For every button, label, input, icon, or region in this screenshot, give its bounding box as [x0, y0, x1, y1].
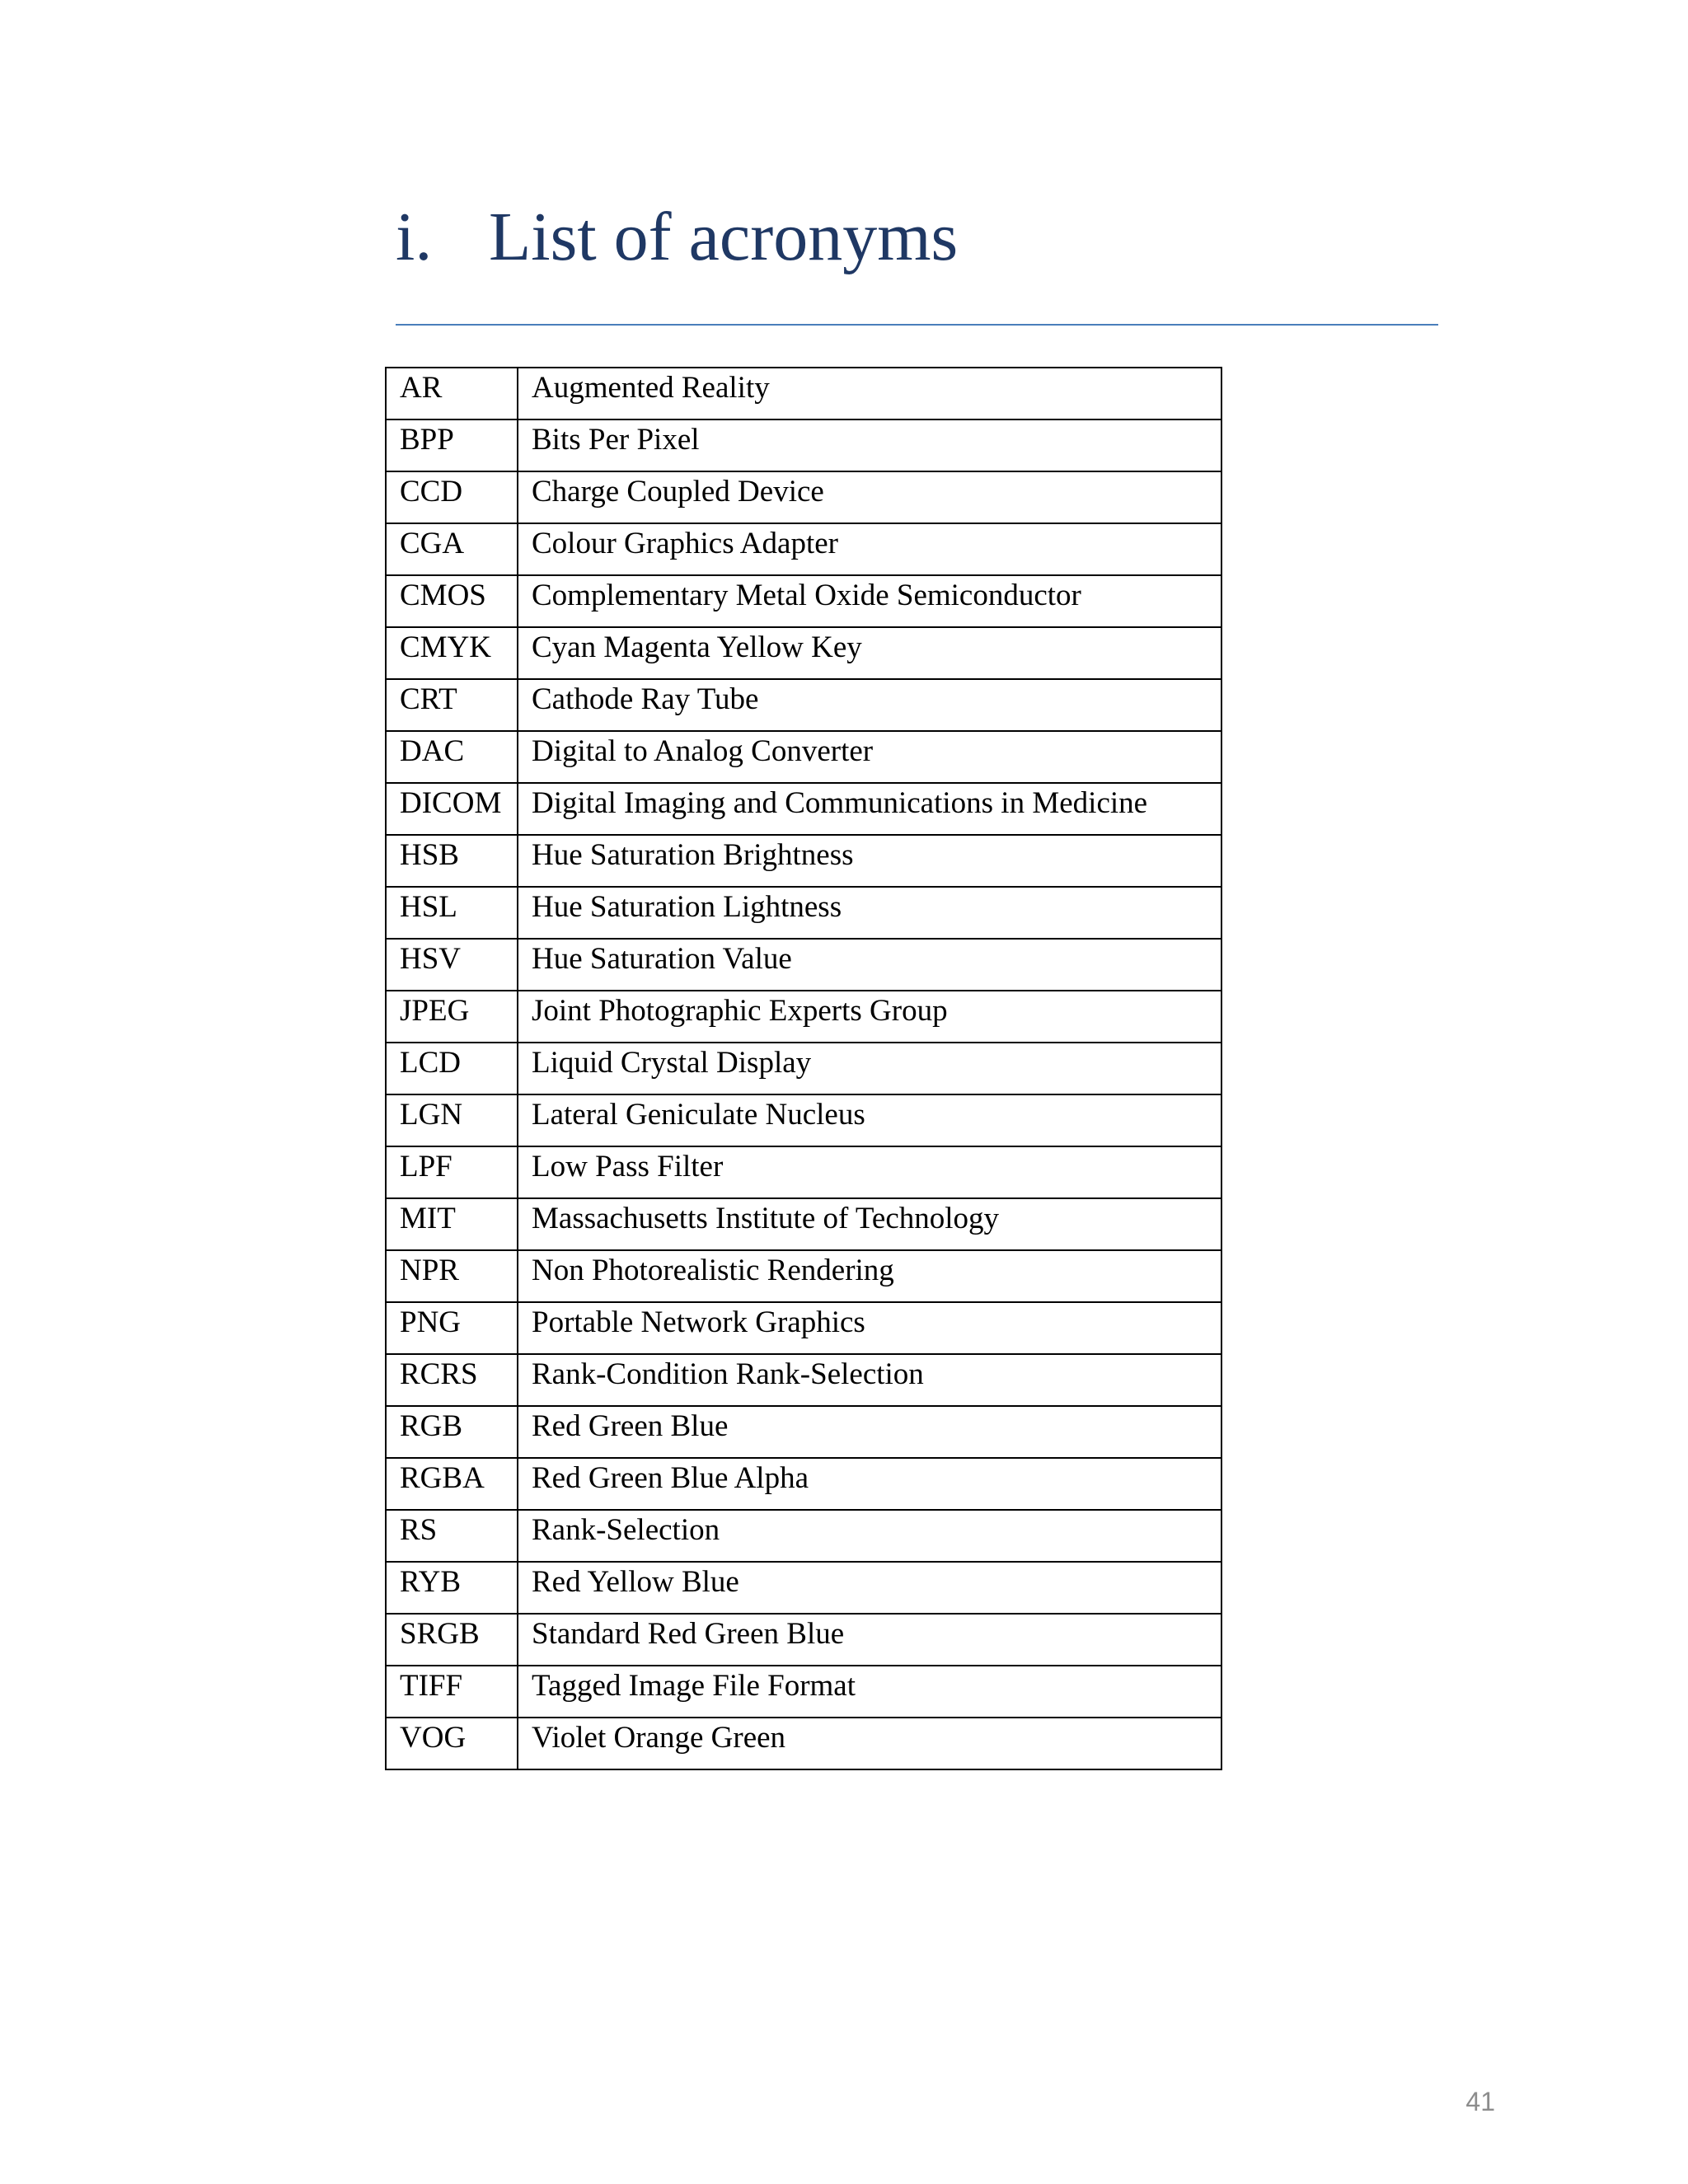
acronym-cell: CRT: [386, 679, 518, 731]
acronym-cell: DAC: [386, 731, 518, 783]
meaning-cell: Liquid Crystal Display: [518, 1043, 1221, 1094]
meaning-cell: Augmented Reality: [518, 368, 1221, 419]
acronym-cell: RCRS: [386, 1354, 518, 1406]
meaning-cell: Hue Saturation Brightness: [518, 835, 1221, 887]
meaning-cell: Massachusetts Institute of Technology: [518, 1198, 1221, 1250]
heading-underline-rule: [396, 324, 1438, 326]
meaning-cell: Bits Per Pixel: [518, 419, 1221, 471]
meaning-cell: Cathode Ray Tube: [518, 679, 1221, 731]
table-row: [386, 419, 1221, 471]
table-row: [386, 627, 1221, 679]
acronym-cell: AR: [386, 368, 518, 419]
acronym-cell: SRGB: [386, 1614, 518, 1666]
meaning-cell: Digital Imaging and Communications in Medicine: [518, 783, 1221, 835]
table-row: [386, 835, 1221, 887]
acronym-cell: RYB: [386, 1562, 518, 1614]
meaning-cell: Rank-Condition Rank-Selection: [518, 1354, 1221, 1406]
meaning-cell: Hue Saturation Value: [518, 939, 1221, 991]
meaning-cell: Low Pass Filter: [518, 1146, 1221, 1198]
table-row: [386, 783, 1221, 835]
acronym-cell: LGN: [386, 1094, 518, 1146]
acronym-cell: RGBA: [386, 1458, 518, 1510]
acronym-cell: JPEG: [386, 991, 518, 1043]
acronym-cell: CMYK: [386, 627, 518, 679]
acronym-cell: RGB: [386, 1406, 518, 1458]
acronym-cell: RS: [386, 1510, 518, 1562]
table-row: [386, 887, 1221, 939]
acronym-cell: PNG: [386, 1302, 518, 1354]
meaning-cell: Lateral Geniculate Nucleus: [518, 1094, 1221, 1146]
acronym-cell: BPP: [386, 419, 518, 471]
table-row: [386, 1510, 1221, 1562]
table-row: [386, 991, 1221, 1043]
meaning-cell: Red Yellow Blue: [518, 1562, 1221, 1614]
acronym-cell: VOG: [386, 1718, 518, 1769]
table-row: [386, 368, 1221, 419]
meaning-cell: Non Photorealistic Rendering: [518, 1250, 1221, 1302]
table-row: [386, 731, 1221, 783]
heading-number: i.: [396, 199, 433, 275]
acronym-cell: HSL: [386, 887, 518, 939]
acronym-cell: NPR: [386, 1250, 518, 1302]
table-row: [386, 1406, 1221, 1458]
acronym-table-body: [386, 368, 1221, 1769]
table-row: [386, 1562, 1221, 1614]
table-row: [386, 1458, 1221, 1510]
acronym-cell: HSV: [386, 939, 518, 991]
acronym-cell: HSB: [386, 835, 518, 887]
meaning-cell: Red Green Blue: [518, 1406, 1221, 1458]
meaning-cell: Portable Network Graphics: [518, 1302, 1221, 1354]
table-row: [386, 1718, 1221, 1769]
table-row: [386, 1043, 1221, 1094]
heading-title: List of acronyms: [489, 199, 959, 275]
table-row: [386, 1094, 1221, 1146]
meaning-cell: Cyan Magenta Yellow Key: [518, 627, 1221, 679]
table-row: [386, 1146, 1221, 1198]
acronym-cell: CGA: [386, 523, 518, 575]
table-row: [386, 471, 1221, 523]
acronym-cell: TIFF: [386, 1666, 518, 1718]
table-row: [386, 1614, 1221, 1666]
table-row: [386, 523, 1221, 575]
meaning-cell: Standard Red Green Blue: [518, 1614, 1221, 1666]
meaning-cell: Charge Coupled Device: [518, 471, 1221, 523]
meaning-cell: Colour Graphics Adapter: [518, 523, 1221, 575]
page-heading: [396, 188, 958, 287]
table-row: [386, 679, 1221, 731]
meaning-cell: Rank-Selection: [518, 1510, 1221, 1562]
table-row: [386, 1666, 1221, 1718]
meaning-cell: Joint Photographic Experts Group: [518, 991, 1221, 1043]
meaning-cell: Hue Saturation Lightness: [518, 887, 1221, 939]
table-row: [386, 1354, 1221, 1406]
table-row: [386, 939, 1221, 991]
acronym-cell: CMOS: [386, 575, 518, 627]
acronym-table: [385, 367, 1222, 1770]
acronym-cell: CCD: [386, 471, 518, 523]
table-row: [386, 575, 1221, 627]
page-number: 41: [1465, 2087, 1495, 2116]
meaning-cell: Tagged Image File Format: [518, 1666, 1221, 1718]
meaning-cell: Digital to Analog Converter: [518, 731, 1221, 783]
acronym-cell: DICOM: [386, 783, 518, 835]
table-row: [386, 1198, 1221, 1250]
acronym-cell: LPF: [386, 1146, 518, 1198]
acronym-cell: LCD: [386, 1043, 518, 1094]
meaning-cell: Red Green Blue Alpha: [518, 1458, 1221, 1510]
table-row: [386, 1302, 1221, 1354]
table-row: [386, 1250, 1221, 1302]
meaning-cell: Complementary Metal Oxide Semiconductor: [518, 575, 1221, 627]
acronym-cell: MIT: [386, 1198, 518, 1250]
meaning-cell: Violet Orange Green: [518, 1718, 1221, 1769]
